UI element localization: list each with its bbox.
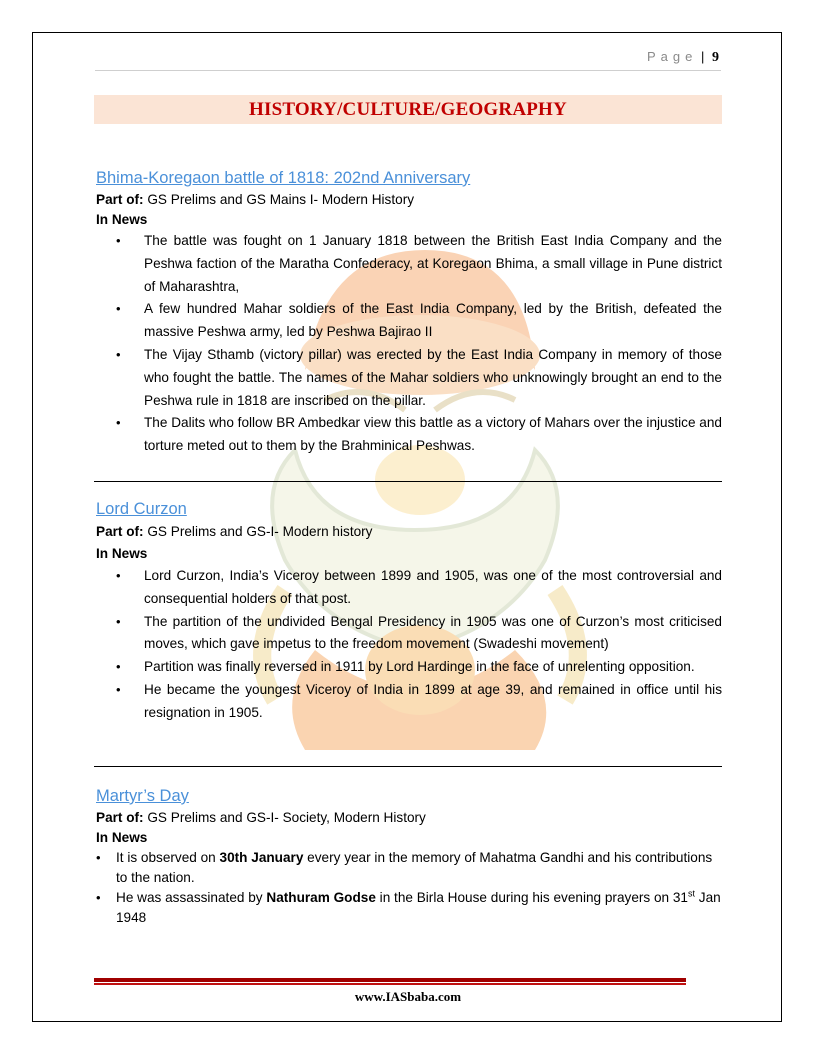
- page-label: Page: [646, 49, 698, 64]
- in-news-label: In News: [96, 830, 148, 845]
- in-news-label: In News: [96, 212, 148, 227]
- list-item: • The Dalits who follow BR Ambedkar view this battle as a victory of Mahars over the injustice and torture meted out to them by the Brahminical Peshwas.: [144, 412, 722, 458]
- part-of-label: Part of:: [96, 192, 144, 207]
- article-title[interactable]: Bhima-Koregaon battle of 1818: 202nd Anniversary: [96, 169, 471, 187]
- list-item: • The partition of the undivided Bengal Presidency in 1905 was one of Curzon’s most criticised moves, which gave impetus to the freedom movement (Swadeshi movement): [144, 611, 722, 657]
- list-item: • Partition was finally reversed in 1911 by Lord Hardinge in the face of unrelenting opposition.: [144, 656, 722, 679]
- part-of-value: GS Prelims and GS-I- Modern history: [143, 524, 373, 539]
- list-item: • He became the youngest Viceroy of India in 1899 at age 39, and remained in office until his resignation in 1905.: [144, 679, 722, 725]
- article-title[interactable]: Lord Curzon: [96, 500, 187, 518]
- article-bhima-koregaon: [96, 166, 722, 458]
- section-divider: [94, 481, 722, 482]
- part-of-label: Part of:: [96, 524, 144, 539]
- part-of-value: GS Prelims and GS-I- Society, Modern History: [143, 810, 426, 825]
- list-item: • The battle was fought on 1 January 1818 between the British East India Company and the Peshwa faction of the Maratha Confederacy, at Koregaon Bhima, a small village in Pune district of Maharashtra,: [144, 230, 722, 298]
- page-number: [647, 49, 719, 66]
- section-banner: [94, 95, 722, 124]
- list-item: • Lord Curzon, India’s Viceroy between 1899 and 1905, was one of the most controversial and consequential holders of that post.: [144, 565, 722, 611]
- page-number-value: 9: [712, 50, 719, 65]
- footer-rule: [94, 978, 686, 982]
- part-of-line: [96, 808, 722, 828]
- part-of-value: GS Prelims and GS Mains I- Modern History: [143, 192, 415, 207]
- article-title[interactable]: Martyr’s Day: [96, 787, 189, 805]
- part-of-line: [96, 521, 722, 543]
- in-news-label: In News: [96, 546, 148, 561]
- page-header: [95, 46, 721, 71]
- page-separator: |: [700, 49, 705, 64]
- list-item: • A few hundred Mahar soldiers of the East India Company, led by the British, defeated the massive Peshwa army, led by Peshwa Bajirao II: [144, 298, 722, 344]
- article-lord-curzon: [96, 497, 722, 725]
- footer-rule-thin: [94, 983, 686, 985]
- article-martyrs-day: [96, 784, 722, 928]
- bullet-list: [96, 848, 722, 928]
- part-of-label: Part of:: [96, 810, 144, 825]
- part-of-line: [96, 190, 722, 210]
- list-item: • It is observed on 30th January every year in the memory of Mahatma Gandhi and his contributions to the nation.: [116, 848, 722, 888]
- list-item: • The Vijay Sthamb (victory pillar) was erected by the East India Company in memory of those who fought the battle. The names of the Mahar soldiers who unknowingly brought an end to the Peshwa rule in 1818 are inscribed on the pillar.: [144, 344, 722, 412]
- list-item: • He was assassinated by Nathuram Godse in the Birla House during his evening prayers on 31st Jan 1948: [116, 888, 722, 928]
- section-divider: [94, 766, 722, 767]
- banner-title: HISTORY/CULTURE/GEOGRAPHY: [249, 99, 567, 120]
- footer-url[interactable]: www.IASbaba.com: [354, 989, 462, 1004]
- bullet-list: [96, 565, 722, 725]
- bullet-list: [96, 230, 722, 458]
